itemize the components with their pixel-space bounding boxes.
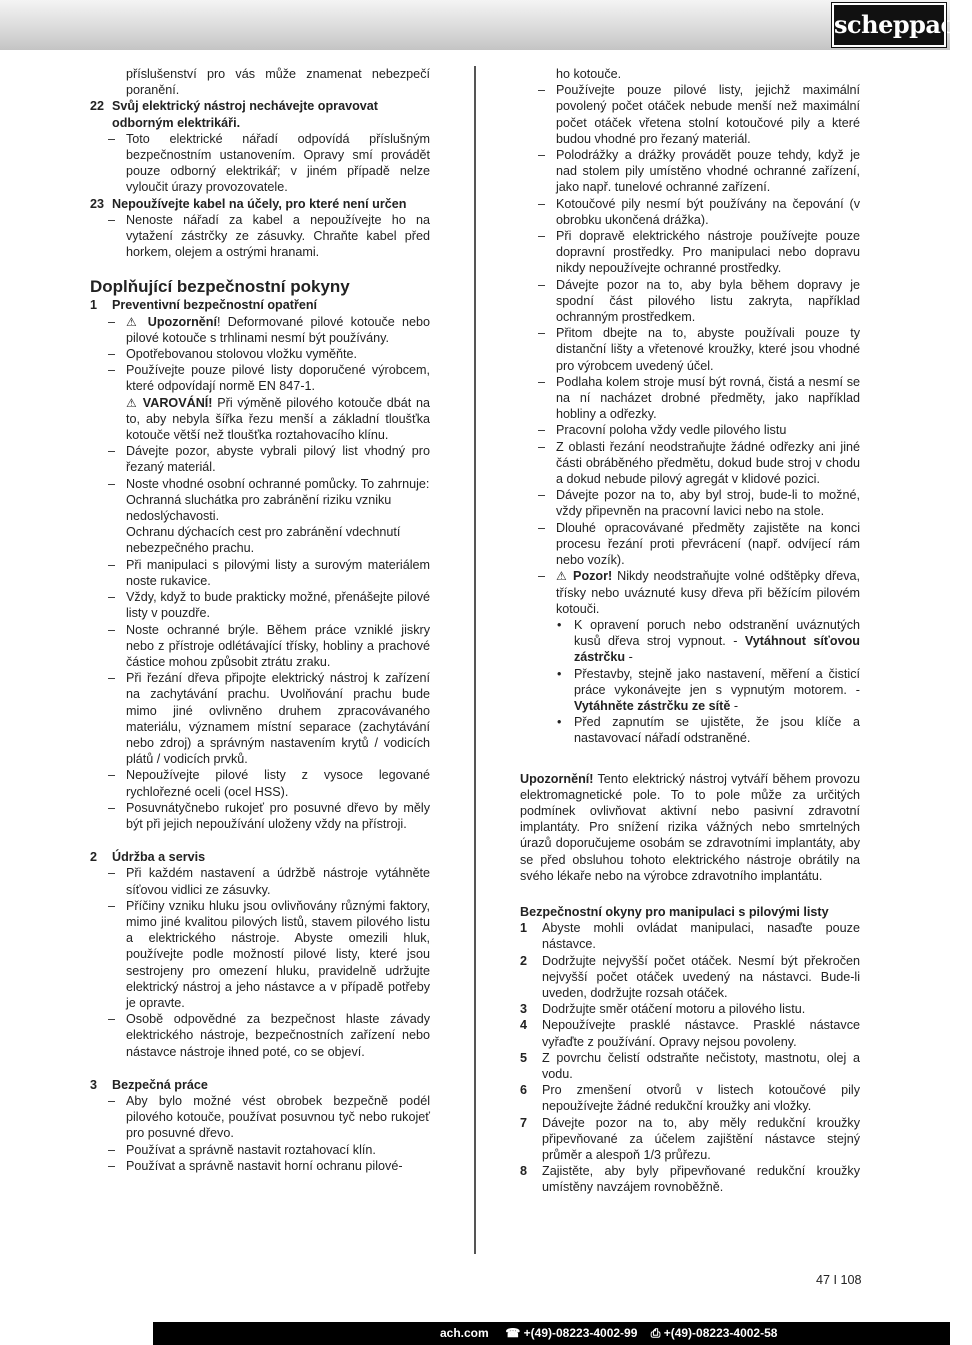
dash-item: – Nepoužívejte pilové listy z vysoce legované rychlořezné oceli (ocel HSS).	[90, 767, 430, 799]
saw-blade-item	[520, 1082, 860, 1114]
header-bar	[0, 0, 972, 50]
dash-item: – Kotoučové pily nesmí být používány na čepování (v obrobku ukončená drážka).	[520, 196, 860, 228]
dash-item: – Vždy, když to bude prakticky možné, přenášejte pilové listy v pouzdře.	[90, 589, 430, 621]
warning-label: Pozor!	[573, 569, 613, 584]
saw-blade-item	[520, 1163, 860, 1195]
item-number: 3	[520, 1002, 528, 1017]
paragraph: příslušenství pro vás může znamenat nebezpečí poranění.	[126, 67, 430, 98]
warning-label: Upozornění	[147, 314, 217, 329]
sub-paragraph: Ochranu dýchacích cest pro zabránění vdechnutí nebezpečného prachu.	[126, 525, 401, 556]
dash-item: – Noste vhodné osobní ochranné pomůcky. To zahrnuje:	[90, 476, 430, 492]
item-text: Dodržujte nejvyšší počet otáček. Nesmí být překročen nejvyšší počet otáček uvedený na nástavci. Bude-li uveden, dodržujte rozsah otáček.	[542, 953, 860, 1000]
dash-item: – Příčiny vzniku hluku jsou ovlivňovány různými faktory, mimo jiné kvalitou pilových listů, stavem pilového listu a elektrického nástroje. Abyste omezili hluk, používejte podle možností pilové listy, které jsou sestrojeny pro omezení hluku, pravidelně udržujte elektrický nástroj a jeho nástavce a v případě potřeby je opravte.	[90, 898, 430, 1011]
item-text: Zajistěte, aby byly připevňované redukční kroužky umístěny navzájem rovnoběžně.	[542, 1164, 860, 1195]
dash-item: – Používejte pouze pilové listy, jejichž maximální povolený počet otáček nebude menší než maximální počet otáček vřetena stolní kotoučové pily a které budou vhodné pro řezaný materiál.	[520, 82, 860, 147]
item-text: Dodržujte směr otáčení motoru a pilového listu.	[542, 1002, 806, 1017]
warning-label: VAROVÁNÍ!	[142, 395, 213, 410]
subsection-3	[90, 1077, 430, 1093]
scheppach-logo: scheppach	[832, 3, 946, 47]
dash-item: – Dávejte pozor na to, aby byl stroj, bude-li to možné, vždy připevněn na pracovní lavici nebo na stole.	[520, 487, 860, 519]
bullet-end: -	[625, 650, 633, 665]
item-title: Nepoužívejte kabel na účely, pro které není určen	[112, 196, 407, 211]
dash-item: – Při manipulaci s pilovými listy a surovým materiálem noste rukavice.	[90, 557, 430, 589]
warning-icon: ⚠	[556, 569, 569, 584]
dash-text: Nikdy neodstraňujte volné odštěpky dřeva, třísky nebo uváznuté kusy dřeva při běžícím pilovém kotouči.	[556, 569, 860, 616]
section-number: 2	[90, 850, 98, 865]
warning-icon: ⚠	[126, 395, 139, 410]
saw-blade-heading: Bezpečnostní okyny pro manipulaci s pilovými listy	[520, 904, 829, 919]
saw-blade-list	[520, 920, 860, 1195]
saw-blade-item	[520, 1017, 860, 1049]
item-number: 8	[520, 1164, 528, 1179]
bullet-text: K opravení poruch nebo odstranění uváznutých kusů dřeva stroj vypnout. -	[574, 617, 860, 649]
dash-item: – Při dopravě elektrického nástroje používejte pouze dopravní prostředky. Pro manipulaci nebo dopravu nikdy nepoužívejte ochranné prostředky.	[520, 228, 860, 277]
dash-item: – Noste ochranné brýle. Během práce vzniklé jiskry nebo z přístroje odlétávající třísky, hobliny a prachové částice mohou způsobit ztrátu zraku.	[90, 622, 430, 671]
item-text: Pro zmenšení otvorů v listech kotoučové pily nepoužívejte žádné redukční kroužky ani vložky.	[542, 1083, 860, 1114]
dash-item: – Nenoste nářadí za kabel a nepoužívejte ho na vytažení zástrčky ze zásuvky. Chraňte kabel před horkem, olejem a ostrými hranami.	[90, 212, 430, 261]
saw-blade-item	[520, 953, 860, 1002]
item-text: Dávejte pozor na to, aby měly redukční kroužky připevňované za účelem zajištění nástavce stejný průměr a alespoň 1/3 průřezu.	[542, 1115, 860, 1162]
sub-paragraph: Ochranná sluchátka pro zabránění riziku vzniku nedoslýchavosti.	[126, 492, 392, 524]
section-number: 3	[90, 1077, 98, 1092]
right-column	[520, 66, 860, 1196]
dash-item: – Toto elektrické nářadí odpovídá příslušným bezpečnostním ustanovením. Opravy smí provádět pouze odborný elektrikář; v jiném případě nelze vyloučit úrazy provozovatele.	[90, 131, 430, 196]
footer-phone: +(49)-08223-4002-99	[523, 1326, 638, 1340]
dash-item: – Dávejte pozor na to, aby byla během dopravy je spodní část pilového listu zakryta, například ochranným prostředkem.	[520, 277, 860, 326]
dash-item: – Dávejte pozor, abyste vybrali pilový list vhodný pro řezaný materiál.	[90, 443, 430, 475]
emf-note	[520, 771, 860, 884]
note-label: Upozornění!	[520, 771, 594, 786]
dash-item: – Aby bylo možné vést obrobek bezpečně podél pilového kotouče, používat posuvnou tyč nebo rukojeť pro posuvné dřevo.	[90, 1093, 430, 1142]
item-number: 23	[90, 196, 105, 211]
section-title: Údržba a servis	[112, 850, 206, 865]
bullet-item	[520, 666, 860, 715]
dash-item: – Pracovní poloha vždy vedle pilového listu	[520, 422, 860, 438]
item-number: 22	[90, 99, 105, 114]
dash-text: ! Deformované pilové kotouče nebo pilové kotouče s trhlinami nesmí být používány.	[126, 314, 431, 345]
item-title: Svůj elektrický nástroj nechávejte opravovat odborným elektrikáři.	[112, 99, 378, 130]
section-title: Bezpečná práce	[112, 1077, 208, 1092]
paragraph: ho kotouče.	[556, 67, 622, 81]
dash-item: – Z oblasti řezání neodstraňujte žádné odřezky ani jiné části obráběného předmětu, dokud bude stroj v chodu a dokud nebude pilový agregát v klidové pozici.	[520, 439, 860, 488]
footer-contact	[440, 1325, 777, 1341]
saw-blade-item	[520, 1050, 860, 1082]
saw-blade-item	[520, 920, 860, 952]
dash-item: – Při řezání dřeva připojte elektrický nástroj k zařízení na zachytávání prachu. Uvolňování prachu bude mimo jiné ovlivněno druhem zpracovávaného materiálu, významem místní separace (zachytávání nebo zdroj) a správným nastavením krytů / vodicích plátů / vodicích prvků.	[90, 670, 430, 767]
dash-item: – Přitom dbejte na to, abyste používali pouze ty distanční lišty a vřetenové kroužky, které jsou vhodné pro výrobcem uvedený účel.	[520, 325, 860, 374]
dash-item: – Dlouhé opracovávané předměty zajistěte na konci procesu řezání proti převrácení (např. odvíjecí rám nebo vozík).	[520, 520, 860, 569]
warning-paragraph	[90, 395, 430, 444]
dash-item: – Podlaha kolem stroje musí být rovná, čistá a nesmí se na ní nacházet drobné předměty, jako například hobliny a odřezky.	[520, 374, 860, 423]
item-number: 6	[520, 1083, 528, 1098]
warning-icon: ⚠	[126, 314, 141, 329]
item-number: 7	[520, 1115, 528, 1130]
item-number: 4	[520, 1018, 528, 1033]
phone-icon: ☎	[505, 1326, 521, 1340]
item-text: Abyste mohli ovládat manipulaci, nasaďte pouze nástavce.	[542, 921, 860, 952]
left-column	[90, 66, 430, 1174]
item-23	[90, 196, 430, 212]
fax-icon: ⎙	[650, 1326, 661, 1340]
item-number: 1	[520, 921, 528, 936]
dash-item: – Používat a správně nastavit roztahovací klín.	[90, 1142, 430, 1158]
section-title: Preventivní bezpečnostní opatření	[112, 298, 318, 313]
item-number: 5	[520, 1050, 528, 1065]
dash-item: – Posuvnátyčnebo rukojeť pro posuvné dřevo by měly být při jejich nepoužívání uloženy vždy na přístroji.	[90, 800, 430, 832]
page-number: 47 I 108	[816, 1273, 862, 1287]
bullet-bold: Vytáhnout síťovou zástrčku	[574, 634, 860, 665]
bullet-end: -	[730, 698, 739, 713]
bullet-item	[520, 617, 860, 666]
bullet-item: • Před zapnutím se ujistěte, že jsou klíče a nastavovací nářadí odstraněné.	[520, 714, 860, 746]
warning-text: Při výměně pilového kotouče dbát na to, aby nebyla šířka řezu menší a základní tloušťka kotouče větší než tloušťka roztahovacího klínu.	[126, 395, 430, 443]
bullet-text: Přestavby, stejně jako nastavení, měření a čisticí práce vykonávejte jen s vypnutým motorem. -	[574, 666, 860, 697]
section-number: 1	[90, 298, 98, 313]
dash-item	[520, 568, 860, 617]
footer-fax: +(49)-08223-4002-58	[663, 1326, 778, 1340]
note-text: Tento elektrický nástroj vytváří během provozu elektromagnetické pole. To to pole může za určitých podmínek ovlivňovat aktivní nebo pasivní zdravotní implantáty. Pro snížení rizika vážných nebo smrtelných úrazů doporučujeme osobám se zdravotními implantáty, aby se před obsluhou tohoto elektrického nástroje obrátily na svého lékaře nebo na výrobce zdravotního implantátu.	[520, 771, 860, 883]
section-heading: Doplňující bezpečnostní pokyny	[90, 277, 350, 297]
footer-web: ach.com	[440, 1326, 489, 1340]
dash-item: – Polodrážky a drážky provádět pouze tehdy, když je nad stolem pily umístěno vhodné ochranné zařízení, jako např. tunelové ochranné zařízení.	[520, 147, 860, 196]
item-text: Z povrchu čelistí odstraňte nečistoty, mastnotu, olej a vodu.	[542, 1050, 860, 1081]
saw-blade-item	[520, 1001, 860, 1017]
item-text: Nepoužívejte prasklé nástavce. Prasklé nástavce vyřaďte z používání. Opravy nejsou povoleny.	[542, 1018, 860, 1049]
item-22	[90, 98, 430, 130]
item-number: 2	[520, 953, 528, 968]
dash-item: – Při každém nastavení a údržbě nástroje vytáhněte síťovou vidlici ze zásuvky.	[90, 865, 430, 897]
dash-item	[90, 314, 430, 346]
dash-item: – Opotřebovanou stolovou vložku vyměňte.	[90, 346, 430, 362]
column-divider	[474, 66, 476, 1254]
saw-blade-item	[520, 1115, 860, 1164]
dash-item: – Používat a správně nastavit horní ochranu pilové-	[90, 1158, 430, 1174]
subsection-1	[90, 297, 430, 313]
bullet-bold: Vytáhněte zástrčku ze sítě	[574, 698, 731, 713]
subsection-2	[90, 849, 430, 865]
dash-item: – Osobě odpovědné za bezpečnost hlaste závady elektrického nástroje, bezpečnostních zařízení nebo nástavce nástroje ihned poté, co se objeví.	[90, 1011, 430, 1060]
dash-item: – Používejte pouze pilové listy doporučené výrobcem, které odpovídají normě EN 847-1.	[90, 362, 430, 394]
